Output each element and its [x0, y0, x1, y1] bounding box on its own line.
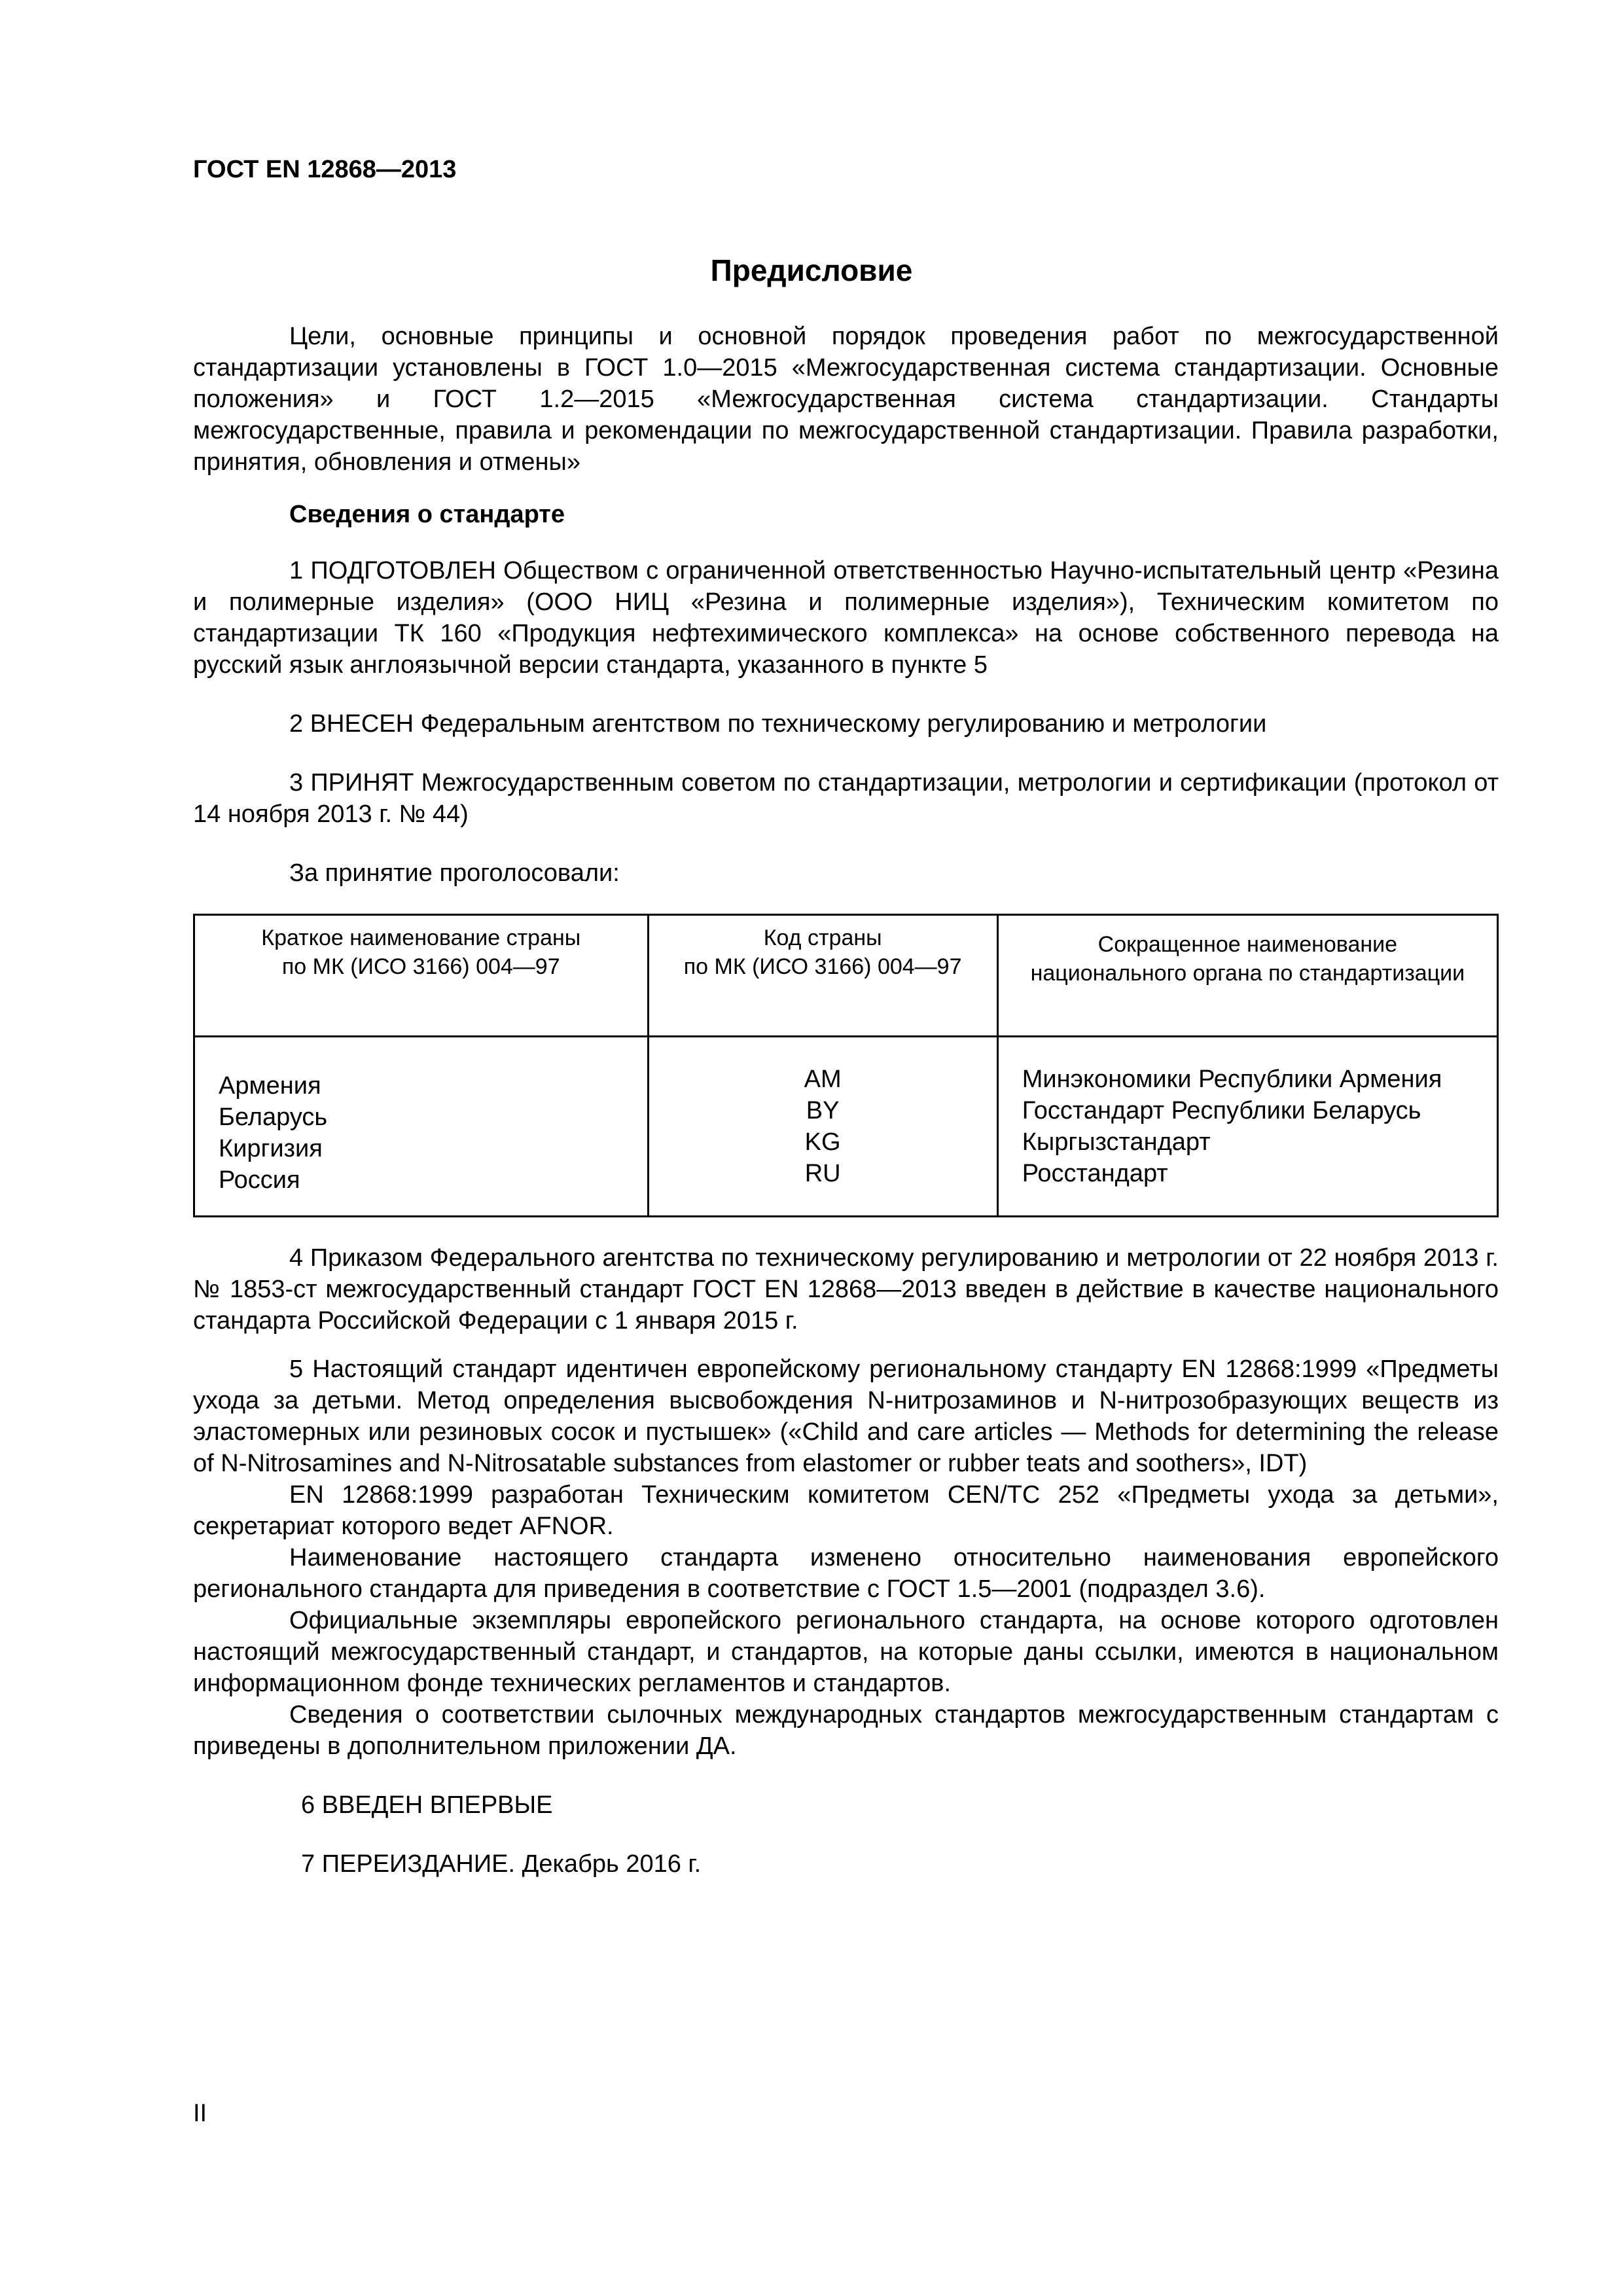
item-1-paragraph: 1 ПОДГОТОВЛЕН Обществом с ограниченной ответственностью Научно-испытательный центр «Резина и полимерные изделия» (ООО НИЦ «Резина и полимерные изделия»), Техническим комитетом по стандартизации ТК 160 «Продукция нефтехимического комплекса» на основе собственного перевода на русский язык англоязычной версии стандарта, указанного в пункте 5 [193, 557, 1499, 679]
standards-body: Росстандарт [1022, 1160, 1168, 1187]
document-header: ГОСТ EN 12868—2013 [193, 156, 457, 183]
standards-body: Госстандарт Республики Беларусь [1022, 1097, 1421, 1124]
table-header-country: Краткое наименование страны по МК (ИСО 3166) 004—97 [194, 915, 649, 1037]
item-3-paragraph: 3 ПРИНЯТ Межгосударственным советом по стандартизации, метрологии и сертификации (протокол от 14 ноября 2013 г. № 44) [193, 769, 1499, 828]
vote-intro: За принятие проголосовали: [289, 859, 620, 887]
document-body [193, 321, 1499, 1880]
item-4-paragraph: 4 Приказом Федерального агентства по техническому регулированию и метрологии от 22 ноября 2013 г. № 1853-ст межгосударственный стандарт ГОСТ EN 12868—2013 введен в действие в качестве национального стандарта Российской Федерации с 1 января 2015 г. [193, 1244, 1499, 1335]
page-number: II [193, 2100, 207, 2127]
country-name: Россия [219, 1166, 300, 1194]
table-cell-bodies [997, 1037, 1497, 1217]
country-name: Армения [219, 1072, 321, 1100]
country-code: AM [804, 1066, 842, 1093]
standards-body: Кыргызстандарт [1022, 1128, 1211, 1156]
item-5-paragraph-3: Наименование настоящего стандарта изменено относительно наименования европейского регионального стандарта для приведения в соответствие с ГОСТ 1.5—2001 (подраздел 3.6). [193, 1544, 1499, 1603]
item-7-paragraph: 7 ПЕРЕИЗДАНИЕ. Декабрь 2016 г. [301, 1850, 702, 1878]
table-cell-countries [194, 1037, 649, 1217]
country-code: RU [804, 1160, 841, 1187]
table-row [194, 1037, 1498, 1217]
table-header-code: Код страны по МК (ИСО 3166) 004—97 [648, 915, 997, 1037]
item-5-paragraph: 5 Настоящий стандарт идентичен европейскому региональному стандарту EN 12868:1999 «Предметы ухода за детьми. Метод определения высвобождения N-нитрозаминов и N-нитрозобразующих веществ из эластомерных или резиновых сосок и пустышек» («Child and care articles — Methods for determining the release of N-Nitrosamines and N-Nitrosatable substances from elastomer or rubber teats and soothers», IDT) [193, 1355, 1499, 1477]
table-header-row [194, 915, 1498, 1037]
page-title: Предисловие [710, 253, 913, 287]
item-5-paragraph-4: Официальные экземпляры европейского регионального стандарта, на основе которого одготовлен настоящий межгосударственный стандарт, и стандартов, на которые даны ссылки, имеются в национальном информационном фонде технических регламентов и стандартов. [193, 1607, 1499, 1697]
country-code: KG [804, 1128, 841, 1156]
country-code: BY [806, 1097, 840, 1124]
standards-body: Минэкономики Республики Армения [1022, 1066, 1442, 1093]
country-name: Киргизия [219, 1135, 323, 1162]
country-name: Беларусь [219, 1103, 328, 1131]
item-6-paragraph: 6 ВВЕДЕН ВПЕРВЫЕ [301, 1791, 553, 1819]
intro-paragraph: Цели, основные принципы и основной порядок проведения работ по межгосударственной стандартизации установлены в ГОСТ 1.0—2015 «Межгосударственная система стандартизации. Основные положения» и ГОСТ 1.2—2015 «Межгосударственная система стандартизации. Стандарты межгосударственные, правила и рекомендации по межгосударственной стандартизации. Правила разработки, принятия, обновления и отмены» [193, 323, 1499, 476]
voting-countries-table [193, 914, 1499, 1217]
table-cell-codes [648, 1037, 997, 1217]
item-2-paragraph: 2 ВНЕСЕН Федеральным агентством по техническому регулированию и метрологии [289, 710, 1267, 738]
section-heading: Сведения о стандарте [289, 501, 565, 528]
table-header-body: Сокращенное наименование национального органа по стандартизации [997, 915, 1497, 1037]
item-5-paragraph-5: Сведения о соответствии сылочных международных стандартов межгосударственным стандартам с приведены в дополнительном приложении ДА. [193, 1701, 1499, 1760]
item-5-paragraph-2: EN 12868:1999 разработан Техническим комитетом CEN/TC 252 «Предметы ухода за детьми», секретариат которого ведет AFNOR. [193, 1481, 1499, 1540]
